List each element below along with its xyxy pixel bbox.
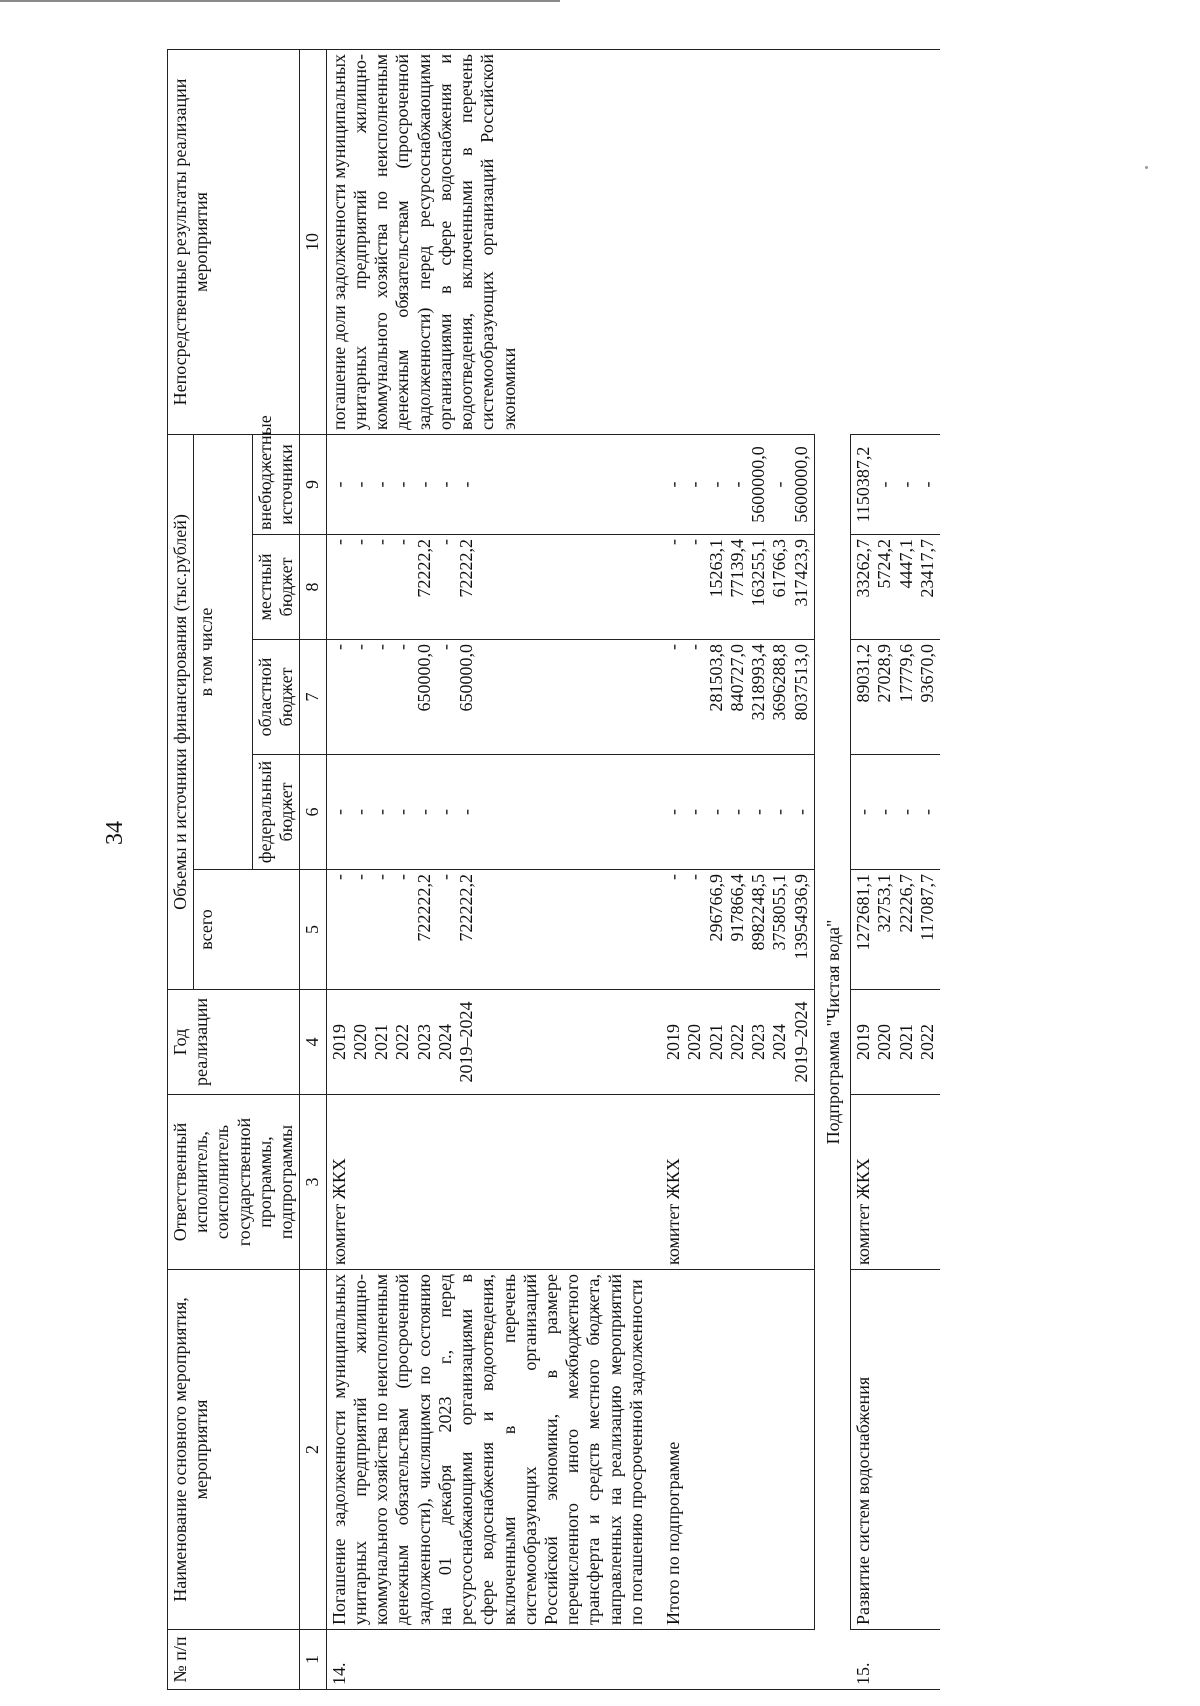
header-including: в том числе xyxy=(194,434,253,869)
column-number-row xyxy=(300,49,326,1689)
col-number: 9 xyxy=(300,434,326,534)
row-years: 2019 2020 2021 2022 xyxy=(851,990,940,1095)
row-regional: 89031,2 27028,9 17779,6 93670,0 xyxy=(851,640,940,755)
row-local: 33262,7 5724,2 4447,1 23417,7 xyxy=(851,535,940,640)
header-executor: Ответственный исполнитель, соисполнитель государственной программы, подпрограммы xyxy=(168,1095,300,1270)
row-extrabudget: - - - - - - - xyxy=(326,434,649,534)
col-number: 2 xyxy=(300,1270,326,1630)
row-number xyxy=(649,1630,814,1690)
header-year: Год реализации xyxy=(168,990,300,1095)
header-results: Непосредственные результаты реализации мероприятия xyxy=(168,49,300,434)
row-regional: - - 281503,8 840727,0 3218993,4 3696288,8 8037513,0 xyxy=(649,640,814,755)
table-row xyxy=(326,49,649,1689)
rotated-page-content xyxy=(167,50,1167,1690)
header-local: местный бюджет xyxy=(252,535,299,640)
header-extrabudget: внебюджетные источники xyxy=(252,434,299,534)
row-name: Итого по подпрограмме xyxy=(649,1270,814,1630)
table-row xyxy=(851,49,940,1689)
col-number: 1 xyxy=(300,1630,326,1690)
financing-table xyxy=(167,49,940,1690)
row-result: погашение доли задолженности муниципальных унитарных предприятий жилищно-коммунального хозяйства по неисполненным денежным обязательствам (просроченной задолженности) перед ресурсоснабжающими организациями в сфере водоснабжения и водоотведения, включенными в перечень системообразующих организаций Российской экономики xyxy=(326,49,649,434)
row-result xyxy=(851,49,940,434)
row-local: - - - - 72222,2 - 72222,2 xyxy=(326,535,649,640)
row-executor: комитет ЖКХ xyxy=(851,1095,940,1270)
row-result xyxy=(649,49,814,434)
row-years: 2019 2020 2021 2022 2023 2024 2019–2024 xyxy=(649,990,814,1095)
header-federal: федеральный бюджет xyxy=(252,755,299,870)
header-regional: областной бюджет xyxy=(252,640,299,755)
row-federal: - - - - - - - xyxy=(326,755,649,870)
header-financing: Объемы и источники финансирования (тыс.рублей) xyxy=(168,434,194,989)
row-extrabudget: - - - - 5600000,0 - 5600000,0 xyxy=(649,434,814,534)
header-total: всего xyxy=(194,870,300,990)
table-row xyxy=(649,49,814,1689)
col-number: 7 xyxy=(300,640,326,755)
row-extrabudget: 1150387,2 - - - xyxy=(851,434,940,534)
row-executor: комитет ЖКХ xyxy=(649,1095,814,1270)
row-federal: - - - - - - - xyxy=(649,755,814,870)
row-regional: - - - - 650000,0 - 650000,0 xyxy=(326,640,649,755)
row-name: Погашение задолженности муниципальных унитарных предприятий жилищно-коммунального хозяйства по неисполненным денежным обязательствам (просроченной задолженности), числящимся по состоянию на 01 декабря 2023 г., перед ресурсоснабжающими организациями в сфере водоснабжения и водоотведения, включенными в перечень системообразующих организаций Российской экономики, в размере перечисленного иного межбюджетного трансферта и средств местного бюджета, направленных на реализацию мероприятий по погашению просроченной задолженности xyxy=(326,1270,649,1630)
col-number: 8 xyxy=(300,535,326,640)
row-federal: - - - - xyxy=(851,755,940,870)
col-number: 6 xyxy=(300,755,326,870)
header-name: Наименование основного мероприятия, мероприятия xyxy=(168,1270,300,1630)
scan-edge-line xyxy=(0,0,560,2)
row-years: 2019 2020 2021 2022 2023 2024 2019–2024 xyxy=(326,990,649,1095)
col-number: 3 xyxy=(300,1095,326,1270)
row-local: - - 15263,1 77139,4 163255,1 61766,3 317423,9 xyxy=(649,535,814,640)
row-executor: комитет ЖКХ xyxy=(326,1095,649,1270)
row-total: 1272681,1 32753,1 22226,7 117087,7 xyxy=(851,870,940,990)
row-name: Развитие систем водоснабжения xyxy=(851,1270,940,1630)
col-number: 5 xyxy=(300,870,326,990)
col-number: 4 xyxy=(300,990,326,1095)
header-num: № п/п xyxy=(168,1630,300,1690)
col-number: 10 xyxy=(300,49,326,434)
subprogram-row xyxy=(814,49,850,1689)
row-number: 15. xyxy=(851,1630,940,1690)
row-total: - - 296766,9 917866,4 8982248,5 3758055,1 13954936,9 xyxy=(649,870,814,990)
page-number: 34 xyxy=(102,821,128,845)
subprogram-title: Подпрограмма "Чистая вода" xyxy=(814,434,850,1629)
row-total: - - - - 722222,2 - 722222,2 xyxy=(326,870,649,990)
row-number: 14. xyxy=(326,1630,649,1690)
